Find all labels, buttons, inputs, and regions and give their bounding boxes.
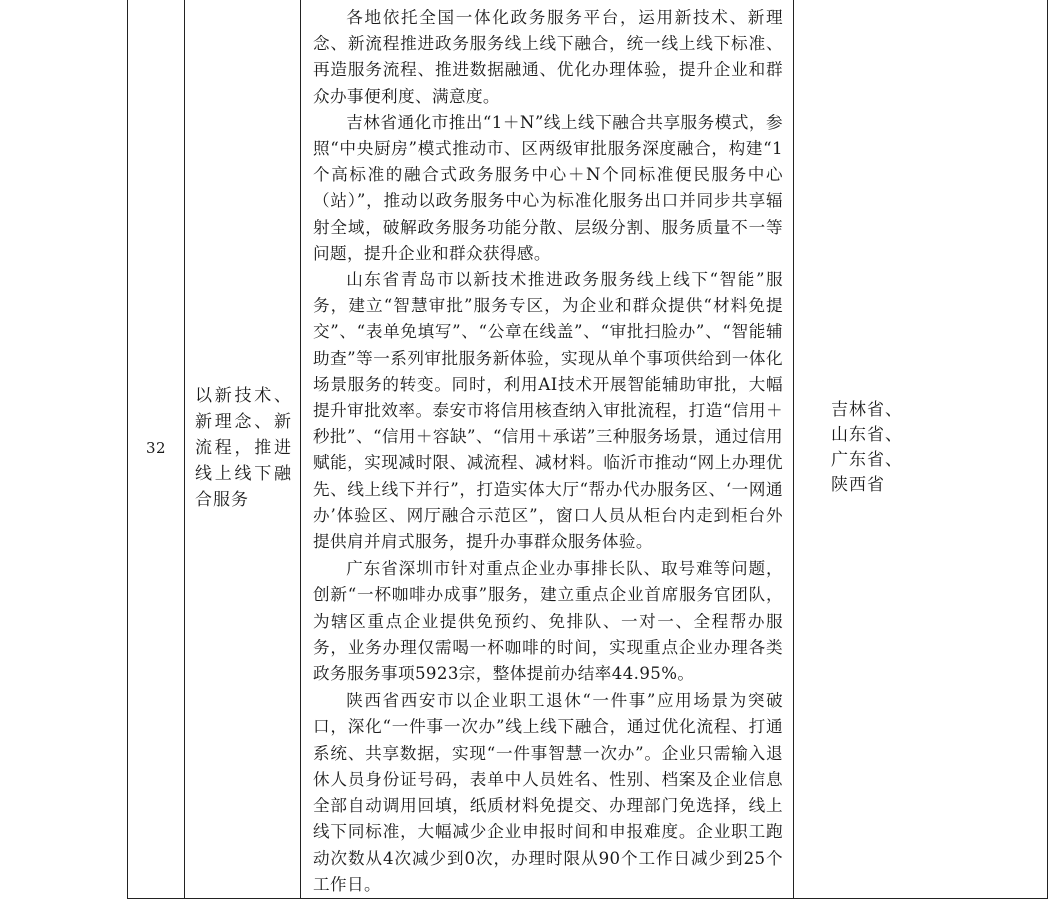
province-item: 吉林省、 bbox=[831, 400, 903, 421]
content-paragraph: 陕西省西安市以企业职工退休“一件事”应用场景为突破口，深化“一件事一次办”线上线下融合，通过优化流程、打通系统、共享数据，实现“一件事智慧一次办”。企业只需输入退休人员身份证号码，表单中人员姓名、性别、档案及企业信息全部自动调用回填，纸质材料免提交、办理部门免选择，线上线下同标准，大幅减少企业申报时间和申报难度。企业职工跑动次数从4次减少到0次，办理时限从90个工作日减少到25个工作日。 bbox=[313, 691, 783, 894]
row-title: 以新技术、新理念、新流程，推进线上线下融合服务 bbox=[195, 386, 292, 511]
content-paragraph: 吉林省通化市推出“1＋N”线上线下融合共享服务模式，参照“中央厨房”模式推动市、区两级审批服务深度融合，构建“1个高标准的融合式政务服务中心＋N个同标准便民服务中心（站）”，推动以政务服务中心为标准化服务出口并同步共享辐射全域，破解政务服务功能分散、层级分割、服务质量不一等问题，提升企业和群众获得感。 bbox=[313, 112, 783, 263]
table-row bbox=[128, 0, 1048, 898]
policy-table bbox=[127, 0, 1048, 899]
content-paragraph: 山东省青岛市以新技术推进政务服务线上线下“智能”服务，建立“智慧审批”服务专区，为企业和群众提供“材料免提交”、“表单免填写”、“公章在线盖”、“审批扫脸办”、“智能辅助查”等一系列审批服务新体验，实现从单个事项供给到一体化场景服务的转变。同时，利用AI技术开展智能辅助审批，大幅提升审批效率。泰安市将信用核查纳入审批流程，打造“信用＋秒批”、“信用＋容缺”、“信用＋承诺”三种服务场景，通过信用赋能，实现减时限、减流程、减材料。临沂市推动“网上办理优先、线上线下并行”，打造实体大厅“帮办代办服务区、‘一网通办’体验区、网厅融合示范区”，窗口人员从柜台内走到柜台外提供肩并肩式服务，提升办事群众服务体验。 bbox=[313, 270, 783, 552]
content-paragraph: 各地依托全国一体化政务服务平台，运用新技术、新理念、新流程推进政务服务线上线下融合，统一线上线下标准、再造服务流程、推进数据融通、优化办理体验，提升企业和群众办事便利度、满意度。 bbox=[313, 8, 783, 106]
row-title-cell bbox=[185, 0, 301, 898]
province-item: 陕西省 bbox=[831, 475, 885, 496]
row-provinces-cell bbox=[794, 0, 1048, 898]
row-content-cell bbox=[301, 0, 794, 898]
province-item: 广东省、 bbox=[831, 450, 903, 471]
province-item: 山东省、 bbox=[831, 425, 903, 446]
content-paragraph: 广东省深圳市针对重点企业办事排长队、取号难等问题，创新“一杯咖啡办成事”服务，建立重点企业首席服务官团队，为辖区重点企业提供免预约、免排队、一对一、全程帮办服务，业务办理仅需喝一杯咖啡的时间，实现重点企业办理各类政务服务事项5923宗，整体提前办结率44.95%。 bbox=[313, 559, 783, 684]
row-number: 32 bbox=[145, 439, 167, 458]
row-number-cell bbox=[128, 0, 185, 898]
